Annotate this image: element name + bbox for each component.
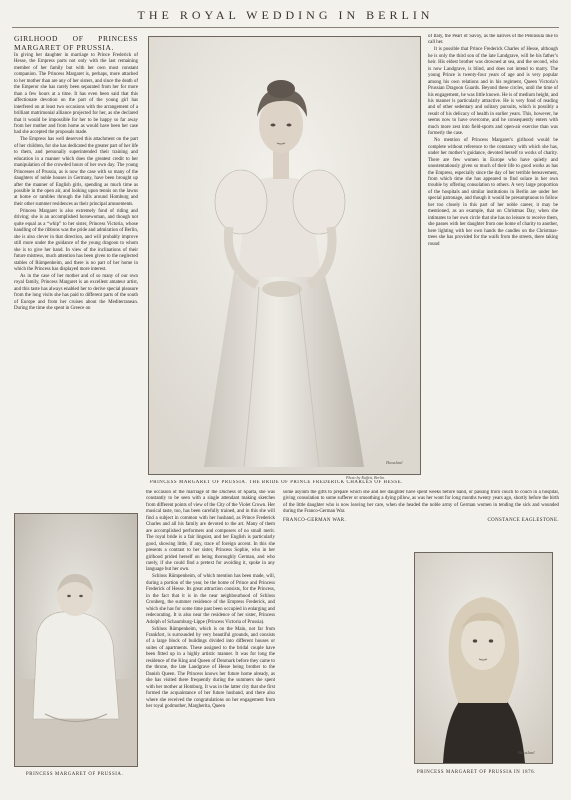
paragraph: Schloss Rümpenheim, of which mention has been made, will, during a portion of the year, be the home of Prince and Princess Frederick of Hesse. Its great attraction consists, for the Princess, in the fact that it is in the near neighbourhood of Schloss Cronberg, the summer residence of the Empress Frederick, and which she has for some time past been occupied in enlarging and redecorating. It is also near the residence of her sister, Princess Adolph of Schaumburg-Lippe (Princess Victoria of Prussia). <box>146 574 275 625</box>
paragraph: some asylum the gifts to prepare which she and her daughter have spent weeks before hand, or passing from couch to couch in a hospital, giving consolation to some sufferer or smoothing a dying pillow, as was her wont for long months twenty years ago, shortly before the birth of the little daughter who is now leaving her care, when she headed the noble army of German women in tending the sick and wounded during the Franco-German War. <box>283 490 559 515</box>
article-column-right-lower <box>283 490 559 540</box>
author-name: CONSTANCE EAGLESTONE. <box>487 517 559 523</box>
baby-caption: PRINCESS MARGARET OF PRUSSIA. <box>26 772 124 777</box>
baby-illustration <box>15 514 137 766</box>
paragraph: No mention of Princess Margaret’s girlhood would be complete without reference to the constancy with which she has, under her mother’s guidance, devoted herself to works of charity. There are few women in Europe who have quietly and unostentatiously given so much of their life to good works as has the Empress, especially since the day of her terrible bereavement, from which time she has appeared to find solace in her own trouble by offering consolation to others. A very large proportion of the hospitals and similar institutions in Berlin are under her special patronage, and though it would be presumptuous to follow her too closely in this part of her noble career, it may be mentioned, as an example, that on Christmas Day, when she intimates to her own circle that she has no leisure to receive them, she passes with her daughter from one home of charity to another, here lighting with her own hands the candles on the Christmas-trees she has provided for the waifs from the streets, there taking round <box>428 138 558 247</box>
paragraph: The Empress has well deserved this attachment on the part of her children, for she has dedicated the greater part of her life to them, and personally superintended their training and education in a manner which does the greatest credit to her manipulation of the crowded hours of her own day. The young Princesses of Prussia, as is now the case with so many of the daughters of noble houses in Germany, have been brought up after the manner of English girls, spending as much time as possible in the open air, and looking upon tennis on the lawns at home or rambles through the hills around Homburg and their other summer residences as their principal amusements. <box>14 137 138 207</box>
artist-signature: Hauslanl <box>386 460 403 465</box>
paragraph: In giving her daughter in marriage to Prince Frederick of Hesse, the Empress parts not only with the last remaining member of her family but with her own most constant companion. The Princess Margaret is, perhaps, more attached to her mother than are any of her sisters, and since the death of the Emperor she has rarely been separated from her for more than a few hours at a time. It has even been said that this affectionate devotion on the part of the young girl has interfered on at least two occasions with the arrangement of a brilliant matrimonial alliance projected for her, as she declared that it would be impossible for her to be happy so far away from her mother and from home as would have been her case had she accepted the proposals made. <box>14 53 138 136</box>
paragraph: Schloss Rümpenheim, which is on the Main, not far from Frankfort, is surrounded by very beautiful grounds, and consists of a large block of buildings divided into different houses or suites of apartments. These assigned to the bridal couple have been fitted up in a highly artistic manner. It was for long the residence of the King and Queen of Denmark before they came to the throne, the late Landgrave of Hesse being brother to the Danish Queen. The Princess knows her future home already, as she has visited there frequently during the summers she spent with her mother at Homburg. It was in the latter city that she first formed the acquaintance of her future husband, and there also where she received the congratulations on her engagement from her royal godmother, Margherita, Queen <box>146 626 275 709</box>
header-rule <box>12 27 559 28</box>
photo-credit: Photo by Ruffett, Berlin. <box>346 475 385 480</box>
portrait-illustration <box>149 37 420 474</box>
paragraph: It is possible that Prince Frederick Charles of Hesse, although he is only the third son of the late Landgrave, will be his father’s heir. His eldest brother was drowned at sea, and the second, who is now Landgrave, is blind, and does not intend to marry. The young Prince is twenty-four years of age and is very popular among his own relations and in his regiment, Queen Victoria’s Prussian Dragoon Guards. Beyond these circles, until the time of his engagement, he was little known. He is of medium height, and his manner is particularly attractive. He is very fond of reading and of other sedentary and solitary pursuits, which is possibly a result of his delicacy of health in earlier years. This, however, he seems now to have overcome, and he consequently enters with much more zest into field-sports and open-air exercise than was formerly the case. <box>428 47 558 137</box>
paragraph: Princess Margaret is also extremely fond of riding and driving; she is an accomplished horsewoman, and though not quite equal as a “whip” to her sister, Princess Victoria, whose handling of the ribbons was the pride and admiration of Berlin, she is also clever in that direction, and will probably improve still more under the guidance of the young dragoon to whom she is to give her hand. In view of the inclinations of their future mistress, much attention has been given to the neglected stables of Rümpenheim, and there is no part of her home in which the Princess has displayed more interest. <box>14 208 138 272</box>
girl-caption: PRINCESS MARGARET OF PRUSSIA IN 1876. <box>417 770 536 775</box>
article-heading: GIRLHOOD OF PRINCESS MARGARET OF PRUSSIA. <box>14 34 138 52</box>
signoff-left: FRANCO-GERMAN WAR. <box>283 517 347 523</box>
article-column-middle <box>146 490 275 790</box>
baby-portrait <box>14 513 138 767</box>
girl-portrait <box>414 552 553 764</box>
paragraph: of Italy, the Pearl of Savoy, as the natives of the Peninsula like to call her. <box>428 34 558 46</box>
artist-signature-girl: Hauslanl <box>518 750 535 755</box>
main-caption: PRINCESS MARGARET OF PRUSSIA. THE BRIDE OF PRINCE FREDERICK CHARLES OF HESSE. <box>150 480 403 485</box>
girl-illustration <box>415 553 552 763</box>
page-title: THE ROYAL WEDDING IN BERLIN <box>137 8 434 22</box>
paragraph: the occasion of the marriage of the Duchess of Sparta, she was constantly to be seen with a single attendant making sketches from different points of view of the City of the Violet Crown. Her musical taste, too, has been carefully trained, and in this she will find a subject in common with her husband, as Prince Frederick Charles and all his family are devoted to the art. Many of them are accomplished performers and composers of no small merit. The royal bride is a fair linguist, and her English is particularly good, showing little, if any, trace of foreign accent. In this she presents a contrast to her sister, Princess Sophie, who in her girlhood prided herself on being thoroughly German, and who rarely, if she could find a pretext for avoiding it, spoke in any language but her own. <box>146 490 275 573</box>
main-portrait <box>148 36 421 475</box>
article-column-left <box>14 34 138 461</box>
paragraph: As in the case of her mother and of so many of our own royal family, Princess Margaret is an excellent amateur artist, and this taste has always enabled her to derive special pleasure from the long visits she has paid to different parts of the south of Europe and from her cruises about the Mediterranean. During the time she spent in Greece on <box>14 273 138 312</box>
article-signoff <box>283 518 559 524</box>
article-column-right <box>428 34 558 486</box>
